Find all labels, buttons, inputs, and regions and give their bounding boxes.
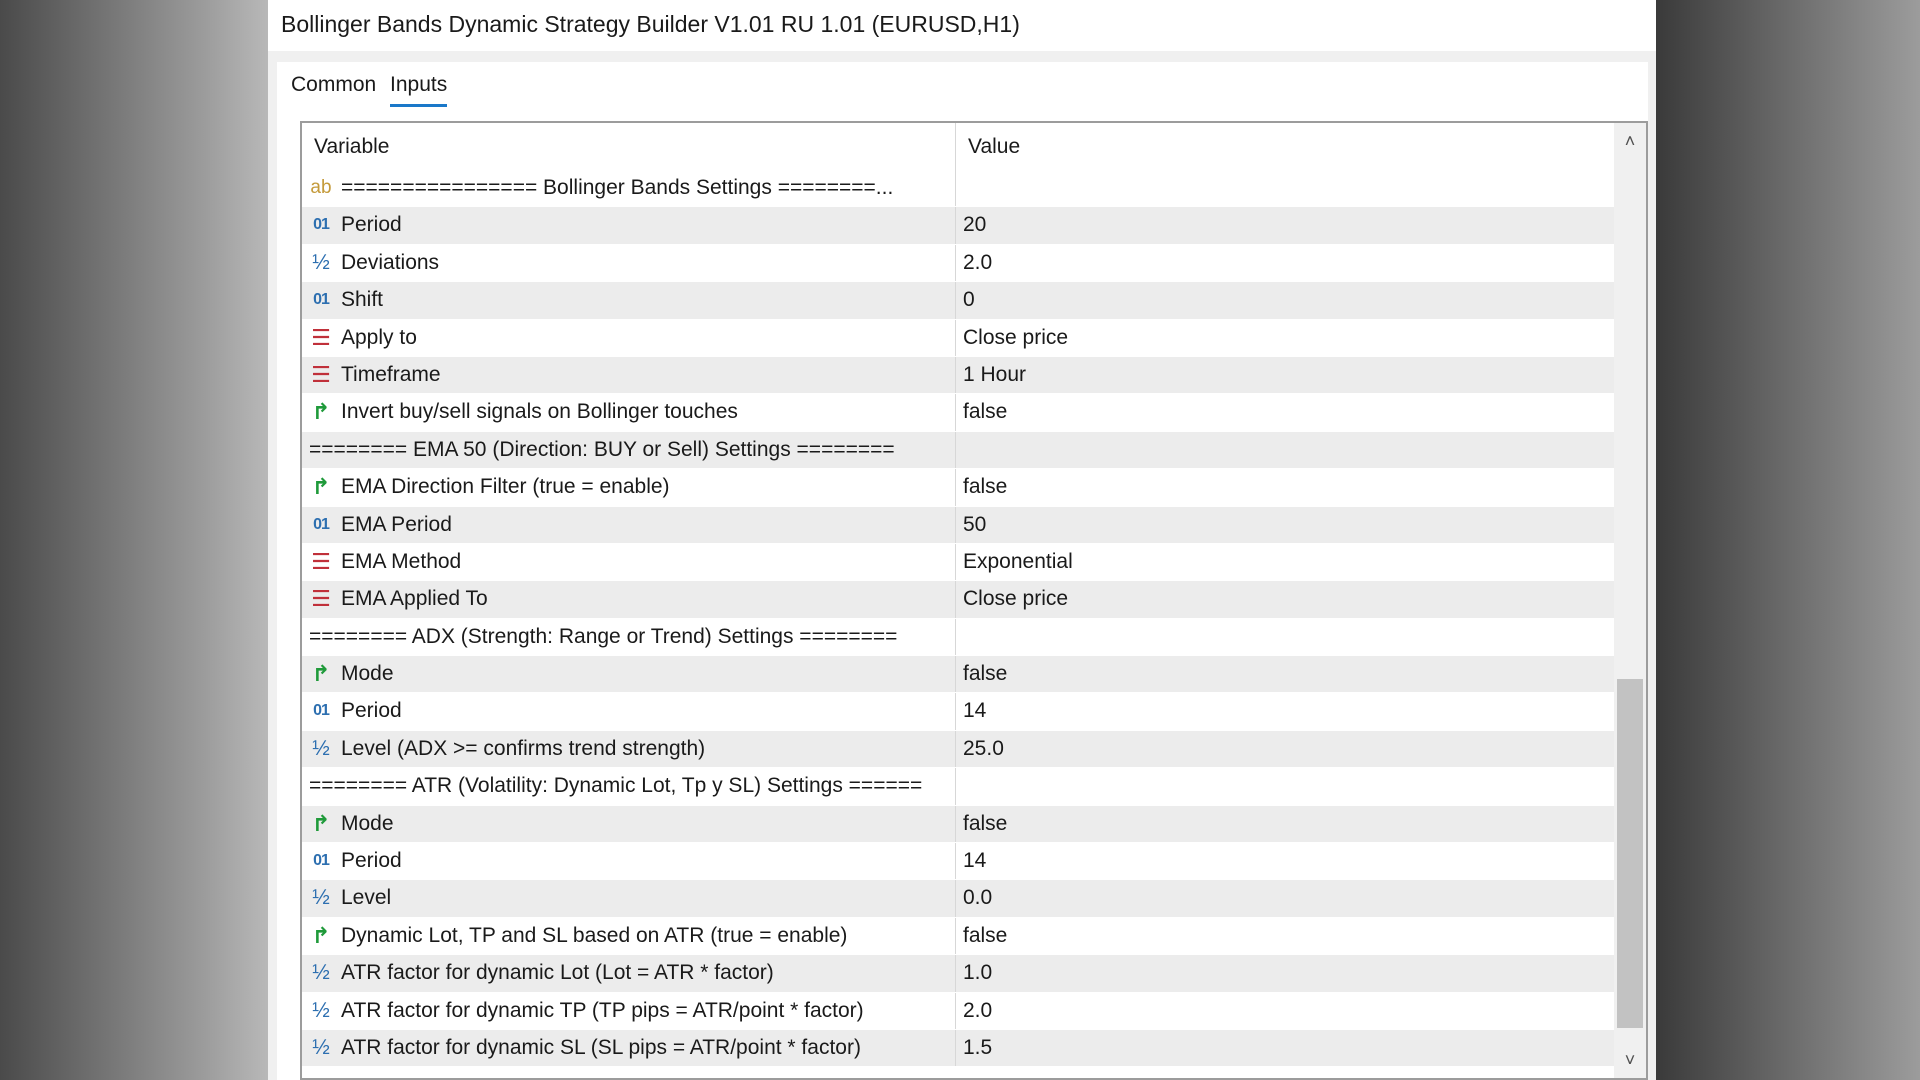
value-cell[interactable]: 50 [963, 512, 987, 536]
variable-name: ======== ATR (Volatility: Dynamic Lot, Tp y SL) Settings ====== [309, 774, 923, 798]
variable-cell[interactable] [302, 656, 955, 692]
table-row[interactable] [302, 357, 1614, 394]
table-row[interactable] [302, 880, 1614, 917]
variable-cell[interactable] [302, 806, 955, 842]
value-cell[interactable] [958, 768, 1614, 804]
section-header-row[interactable] [302, 619, 1614, 656]
variable-name: Dynamic Lot, TP and SL based on ATR (true = enable) [341, 923, 848, 947]
value-cell[interactable]: 20 [963, 213, 987, 237]
integer-type-icon: 01 [313, 216, 329, 234]
variable-name: Invert buy/sell signals on Bollinger touches [341, 400, 738, 424]
value-cell[interactable]: 1.5 [963, 1035, 993, 1059]
column-divider [955, 619, 956, 655]
column-divider [955, 432, 956, 468]
dialog-window [268, 0, 1656, 1080]
variable-cell[interactable] [302, 394, 955, 430]
variable-name: ================ Bollinger Bands Settings ========... [341, 176, 894, 199]
column-divider [955, 170, 956, 206]
variable-name: Level [341, 886, 392, 910]
table-row[interactable] [302, 544, 1614, 581]
variable-name: ATR factor for dynamic Lot (Lot = ATR * factor) [341, 961, 774, 985]
double-type-icon: ½ [312, 1035, 330, 1059]
variable-name: Period [341, 213, 402, 237]
variable-cell[interactable] [302, 918, 955, 954]
double-type-icon: ½ [312, 886, 330, 910]
enum-type-icon: ☰ [311, 324, 331, 350]
variable-cell[interactable] [302, 1030, 955, 1066]
table-row[interactable] [302, 282, 1614, 319]
variable-name: Deviations [341, 250, 440, 274]
column-divider [955, 918, 956, 954]
tab-inputs[interactable]: Inputs [390, 70, 447, 100]
variable-cell[interactable] [302, 207, 955, 243]
column-divider [955, 768, 956, 804]
variable-cell[interactable] [302, 693, 955, 729]
variable-name: ======== EMA 50 (Direction: BUY or Sell) Settings ======== [309, 437, 895, 461]
value-cell[interactable] [958, 619, 1614, 655]
bool-type-icon: ↱ [311, 661, 331, 687]
column-header-variable[interactable]: Variable [314, 135, 390, 158]
column-divider [955, 955, 956, 991]
table-row[interactable] [302, 955, 1614, 992]
table-row[interactable] [302, 1030, 1614, 1067]
variable-cell[interactable] [302, 544, 955, 580]
variable-cell[interactable] [302, 320, 955, 356]
column-divider [955, 693, 956, 729]
column-divider [955, 731, 956, 767]
value-cell[interactable]: false [963, 811, 1008, 835]
bool-type-icon: ↱ [311, 810, 331, 836]
column-divider [955, 806, 956, 842]
variable-name: Shift [341, 288, 384, 312]
enum-type-icon: ☰ [311, 548, 331, 574]
scrollbar-thumb[interactable] [1617, 679, 1643, 1028]
value-cell[interactable]: 1 Hour [963, 362, 1027, 386]
variable-name: EMA Direction Filter (true = enable) [341, 475, 670, 499]
value-cell[interactable]: false [963, 475, 1008, 499]
value-cell[interactable] [958, 170, 1614, 206]
table-header [302, 123, 1614, 170]
table-body [302, 170, 1614, 1067]
table-row[interactable] [302, 806, 1614, 843]
table-row[interactable] [302, 993, 1614, 1030]
variable-name: Period [341, 699, 402, 723]
enum-type-icon: ☰ [311, 361, 331, 387]
variable-name: Apply to [341, 325, 417, 349]
column-divider [955, 1030, 956, 1066]
value-cell[interactable]: 2.0 [963, 998, 993, 1022]
table-row[interactable] [302, 693, 1614, 730]
value-cell[interactable] [958, 432, 1614, 468]
column-divider [955, 993, 956, 1029]
column-header-value[interactable]: Value [968, 135, 1021, 158]
variable-cell[interactable] [302, 507, 955, 543]
table-row[interactable] [302, 207, 1614, 244]
value-cell[interactable]: 0 [963, 288, 975, 312]
value-cell[interactable]: false [963, 400, 1008, 424]
bool-type-icon: ↱ [311, 474, 331, 500]
variable-cell[interactable] [302, 880, 955, 916]
table-row[interactable] [302, 245, 1614, 282]
value-cell[interactable]: 1.0 [963, 961, 993, 985]
bool-type-icon: ↱ [311, 399, 331, 425]
vertical-scrollbar[interactable] [1614, 123, 1646, 1078]
value-cell[interactable]: Close price [963, 325, 1069, 349]
variable-cell[interactable] [302, 768, 955, 804]
table-row[interactable] [302, 918, 1614, 955]
column-divider [955, 207, 956, 243]
enum-type-icon: ☰ [311, 586, 331, 612]
variable-cell[interactable] [302, 581, 955, 617]
section-header-row[interactable] [302, 768, 1614, 805]
table-row[interactable] [302, 581, 1614, 618]
table-row[interactable] [302, 394, 1614, 431]
variable-cell[interactable] [302, 619, 955, 655]
variable-name: ATR factor for dynamic TP (TP pips = ATR/point * factor) [341, 998, 864, 1022]
variable-name: Mode [341, 662, 394, 686]
variable-name: Mode [341, 811, 394, 835]
table-row[interactable] [302, 170, 1614, 207]
integer-type-icon: 01 [313, 515, 329, 533]
section-header-row[interactable] [302, 432, 1614, 469]
variable-cell[interactable] [302, 357, 955, 393]
column-divider [955, 507, 956, 543]
value-cell[interactable]: 14 [963, 699, 987, 723]
column-divider [955, 880, 956, 916]
double-type-icon: ½ [312, 250, 330, 274]
value-cell[interactable]: Close price [963, 587, 1069, 611]
double-type-icon: ½ [312, 736, 330, 760]
column-divider [955, 245, 956, 281]
variable-cell[interactable] [302, 731, 955, 767]
table-row[interactable] [302, 469, 1614, 506]
integer-type-icon: 01 [313, 291, 329, 309]
column-divider [955, 394, 956, 430]
inputs-table [300, 121, 1648, 1080]
table-row[interactable] [302, 320, 1614, 357]
bool-type-icon: ↱ [311, 922, 331, 948]
column-divider[interactable] [955, 123, 956, 170]
column-divider [955, 469, 956, 505]
variable-name: EMA Period [341, 512, 452, 536]
value-cell[interactable]: 2.0 [963, 250, 993, 274]
value-cell[interactable]: Exponential [963, 549, 1073, 573]
variable-cell[interactable] [302, 955, 955, 991]
integer-type-icon: 01 [313, 702, 329, 720]
variable-name: Period [341, 849, 402, 873]
variable-cell[interactable] [302, 993, 955, 1029]
scroll-down-arrow-icon[interactable]: ˅ [1624, 1050, 1636, 1070]
value-cell[interactable]: false [963, 923, 1008, 947]
column-divider [955, 282, 956, 318]
value-cell[interactable]: 0.0 [963, 886, 993, 910]
inputs-panel [277, 62, 1648, 1080]
variable-cell[interactable] [302, 245, 955, 281]
variable-name: ATR factor for dynamic SL (SL pips = ATR/point * factor) [341, 1035, 861, 1059]
double-type-icon: ½ [312, 998, 330, 1022]
table-row[interactable] [302, 656, 1614, 693]
table-row[interactable] [302, 843, 1614, 880]
value-cell[interactable]: false [963, 662, 1008, 686]
column-divider [955, 656, 956, 692]
column-divider [955, 320, 956, 356]
table-row[interactable] [302, 507, 1614, 544]
variable-cell[interactable] [302, 432, 955, 468]
value-cell[interactable]: 25.0 [963, 736, 1004, 760]
table-row[interactable] [302, 731, 1614, 768]
variable-name: Level (ADX >= confirms trend strength) [341, 736, 706, 760]
variable-cell[interactable] [302, 170, 955, 206]
value-cell[interactable]: 14 [963, 849, 987, 873]
variable-cell[interactable] [302, 469, 955, 505]
variable-name: EMA Applied To [341, 587, 488, 611]
variable-cell[interactable] [302, 282, 955, 318]
window-title: Bollinger Bands Dynamic Strategy Builder V1.01 RU 1.01 (EURUSD,H1) [268, 0, 1656, 51]
variable-name: EMA Method [341, 549, 462, 573]
string-type-icon: ab [310, 177, 332, 198]
column-divider [955, 843, 956, 879]
column-divider [955, 357, 956, 393]
variable-cell[interactable] [302, 843, 955, 879]
column-divider [955, 581, 956, 617]
tab-common[interactable]: Common [291, 73, 377, 96]
column-divider [955, 544, 956, 580]
variable-name: ======== ADX (Strength: Range or Trend) Settings ======== [309, 624, 898, 648]
integer-type-icon: 01 [313, 852, 329, 870]
variable-name: Timeframe [341, 362, 441, 386]
double-type-icon: ½ [312, 961, 330, 985]
scroll-up-arrow-icon[interactable]: ˄ [1624, 131, 1636, 151]
